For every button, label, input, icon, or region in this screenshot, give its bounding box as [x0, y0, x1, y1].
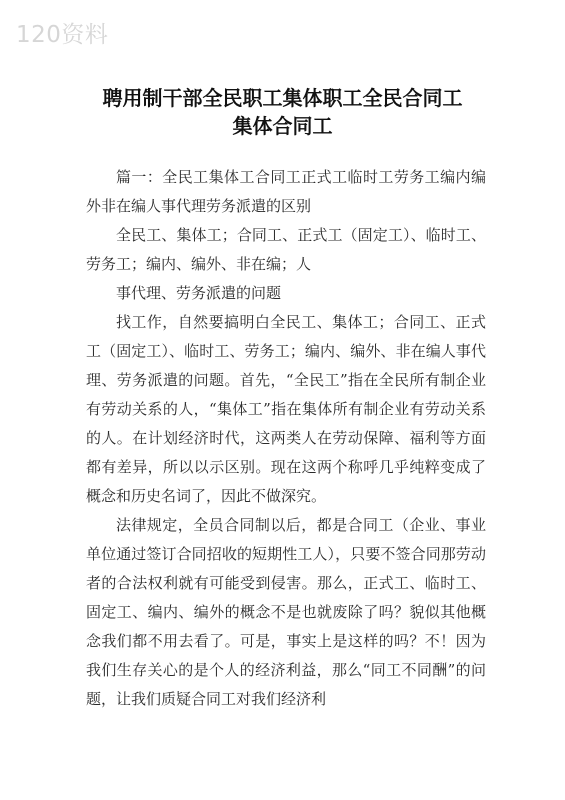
document-title-line-2: 集体合同工 [232, 114, 333, 138]
watermark: 120资料 [16, 22, 109, 48]
document-body [86, 163, 486, 714]
paragraph-4: 找工作，自然要搞明白全民工、集体工；合同工、正式工（固定工）、临时工、劳务工；编内、编外、非在编人事代理、劳务派遣的问题。首先，“全民工”指在全民所有制企业有劳动关系的人，“集体工”指在集体所有制企业有劳动关系的人。在计划经济时代，这两类人在劳动保障、福利等方面都有差异，所以以示区别。现在这两个称呼几乎纯粹变成了概念和历史名词了，因此不做深究。 [86, 313, 486, 505]
paragraph-5: 法律规定，全员合同制以后，都是合同工（企业、事业单位通过签订合同招收的短期性工人），只要不签合同那劳动者的合法权利就有可能受到侵害。那么，正式工、临时工、固定工、编内、编外的概念不是也就废除了吗？貌似其他概念我们都不用去看了。可是，事实上是这样的吗？不！因为我们生存关心的是个人的经济利益，那么“同工不同酬”的问题，让我们质疑合同工对我们经济利 [86, 516, 486, 708]
paragraph-2: 全民工、集体工；合同工、正式工（固定工）、临时工、劳务工；编内、编外、非在编；人 [86, 226, 486, 273]
paragraph-3: 事代理、劳务派遣的问题 [116, 284, 282, 302]
document-title-line-1: 聘用制干部全民职工集体职工全民合同工 [102, 86, 463, 110]
paragraph-1: 篇一：全民工集体工合同工正式工临时工劳务工编内编外非在编人事代理劳务派遣的区别 [86, 168, 486, 215]
